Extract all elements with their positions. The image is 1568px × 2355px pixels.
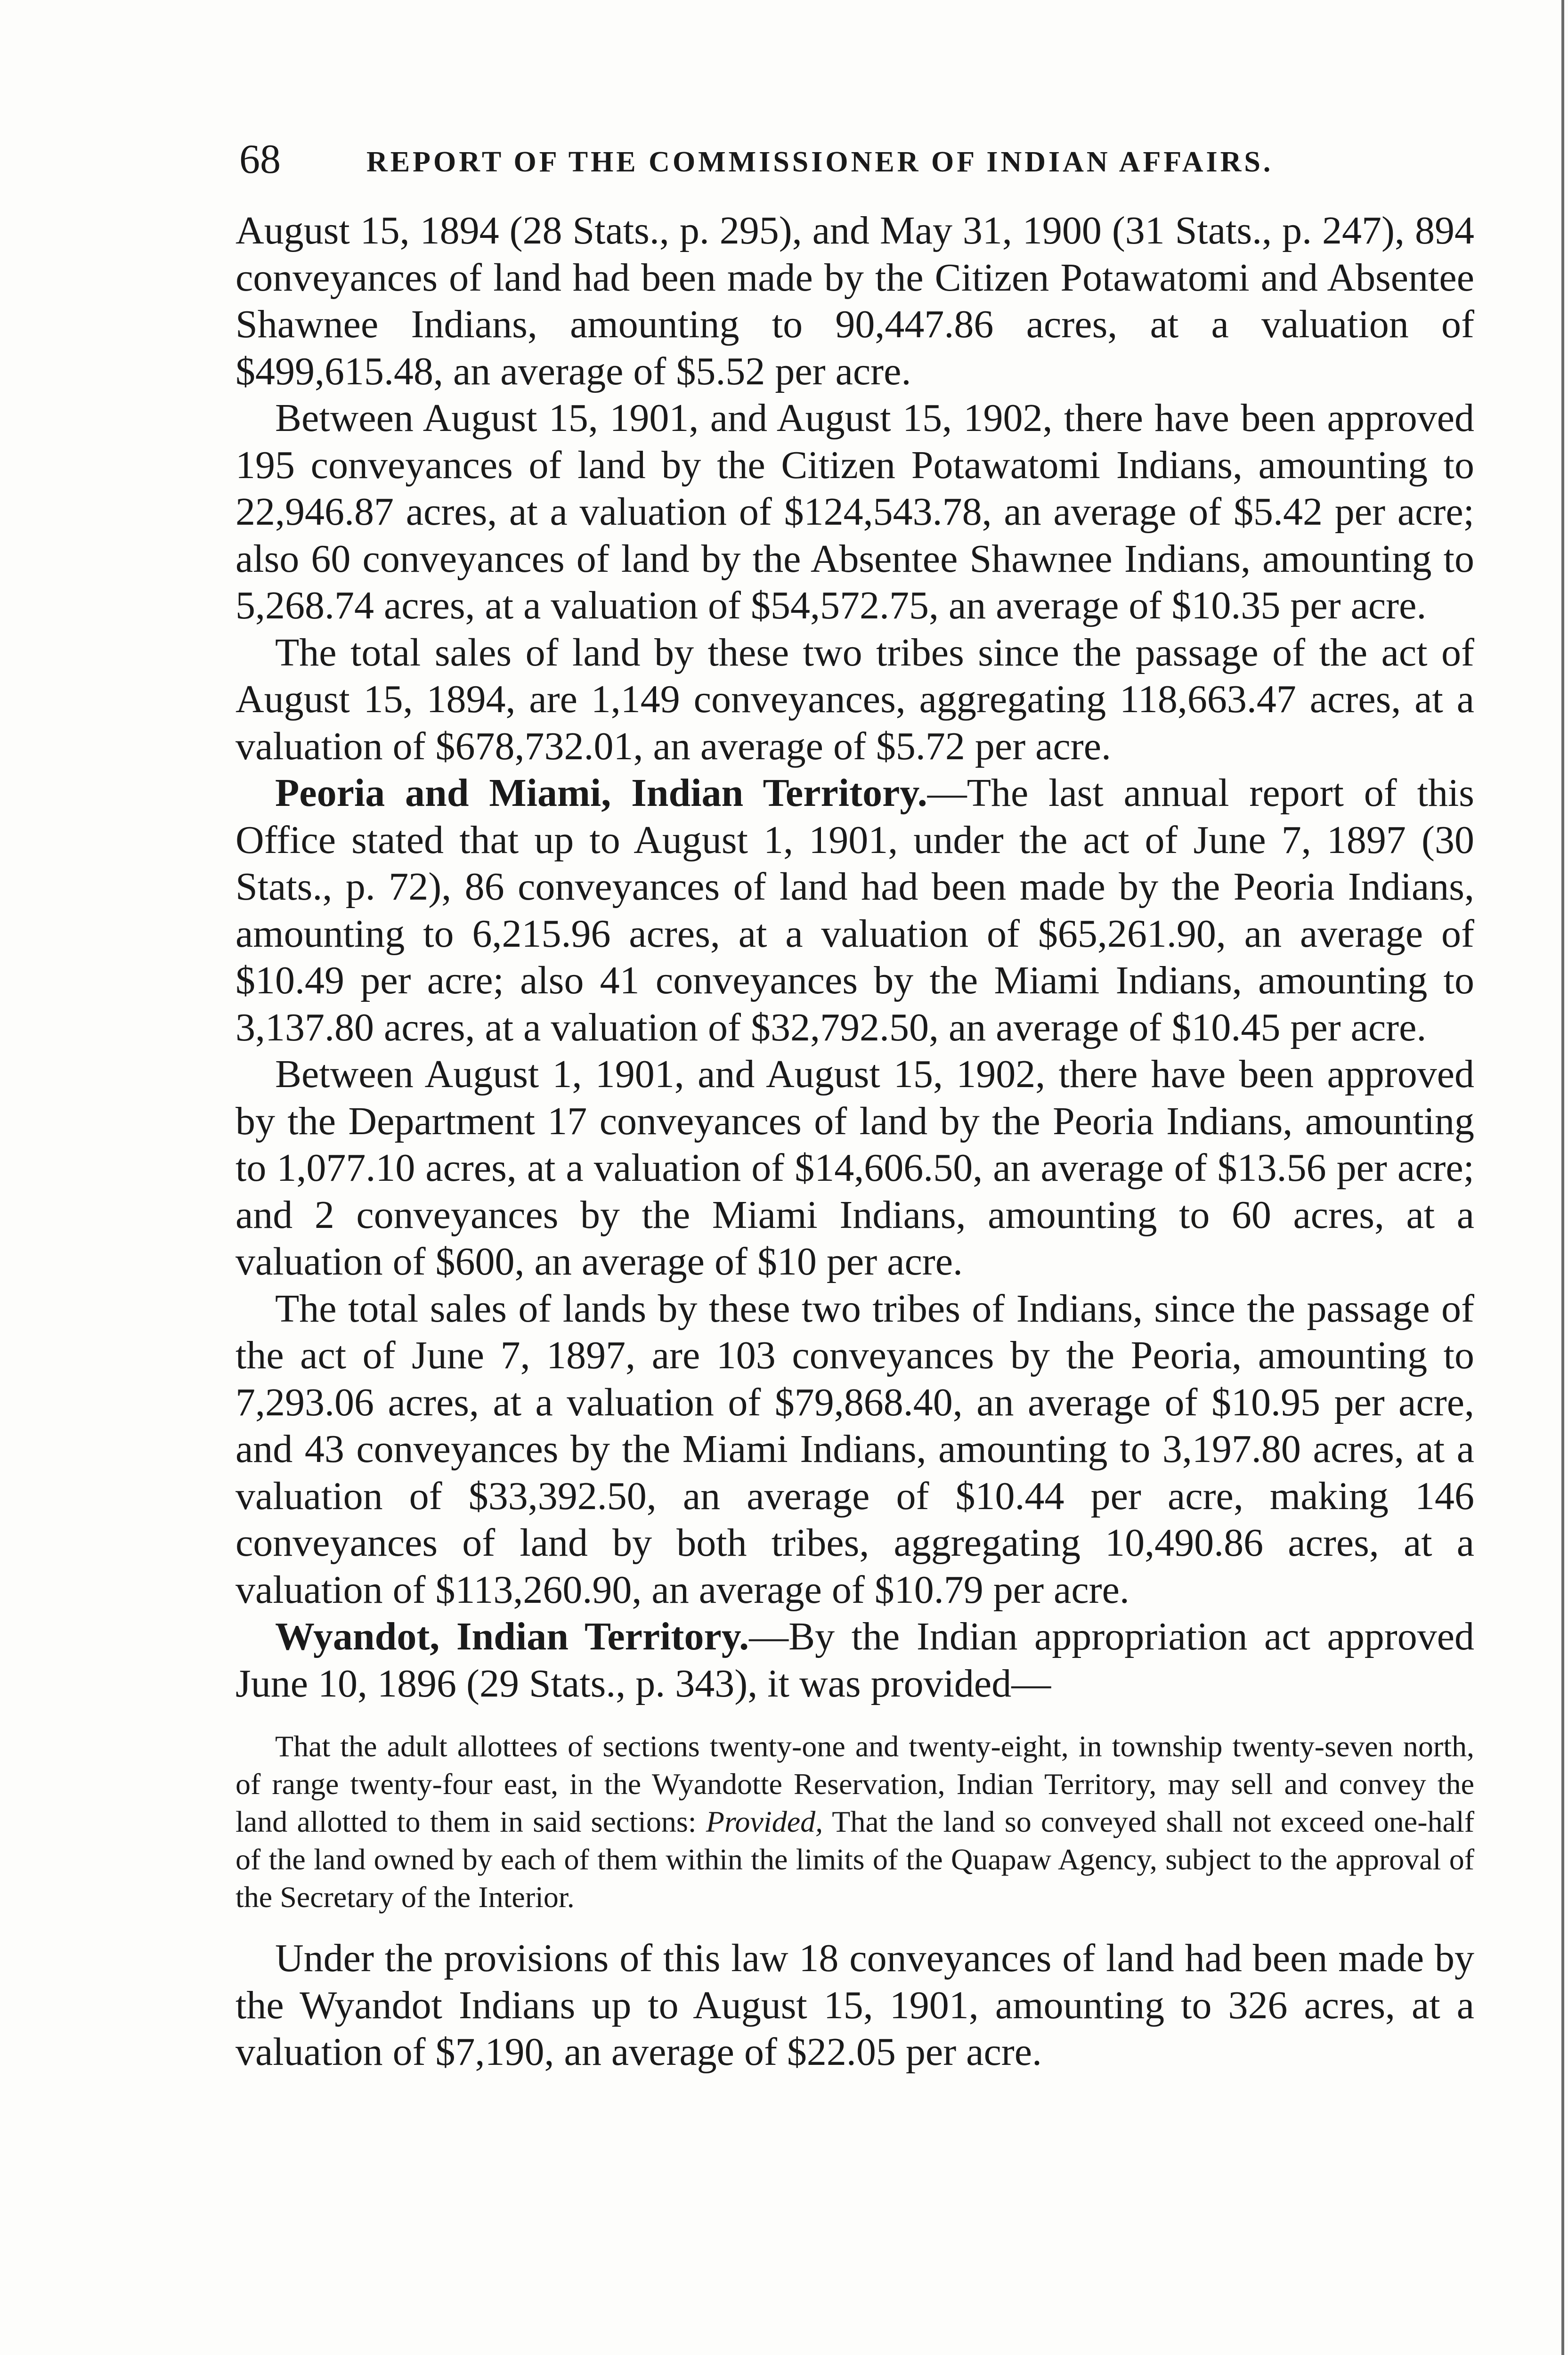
paragraph-peoria-total: The total sales of lands by these two tribes of Indians, since the passage of the act of June 7, 1897, are 103 conveyances by the Peoria, amounting to 7,293.06 acres, at a valuation of $79,868.40, an average of $10.95 per acre, and 43 conveyances by the Miami Indians, amounting to 3,197.80 acres, at a valuation of $33,392.50, an average of $10.44 per acre, making 146 conveyances of land by both tribes, aggregating 10,490.86 acres, at a valuation of $113,260.90, an average of $10.79 per acre. <box>236 1286 1474 1612</box>
paragraph-wyandot <box>236 1613 1474 1707</box>
page-body <box>236 207 1474 2076</box>
wyandot-text: —By the Indian appropriation act approved June 10, 1896 (29 Stats., p. 343), it was provided— <box>236 1615 1474 1705</box>
quote-provided: Provided, <box>706 1805 823 1838</box>
quote-text-part1: That the adult allottees of sections twenty-one and twenty-eight, in township twenty-seven north, of range twenty-four east, in the Wyandotte Reservation, Indian Territory, may sell and convey the land allotted to them in said sections: <box>236 1730 1474 1838</box>
page-header <box>239 134 1389 186</box>
peoria-text: —The last annual report of this Office stated that up to August 1, 1901, under the act of June 7, 1897 (30 Stats., p. 72), 86 conveyances of land had been made by the Peoria Indians, amounting to 6,215.96 acres, at a valuation of $65,261.90, an average of $10.49 per acre; also 41 conveyances by the Miami Indians, amounting to 3,137.80 acres, at a valuation of $32,792.50, an average of $10.45 per acre. <box>236 771 1474 1049</box>
paragraph-peoria-miami <box>236 770 1474 1051</box>
block-quote-statute <box>236 1728 1474 1916</box>
paragraph-continued: August 15, 1894 (28 Stats., p. 295), and May 31, 1900 (31 Stats., p. 247), 894 conveyances of land had been made by the Citizen Potawatomi and Absentee Shawnee Indians, amounting to 90,447.86 acres, at a valuation of $499,615.48, an average of $5.52 per acre. <box>236 209 1474 393</box>
paragraph-wyandot-closing: Under the provisions of this law 18 conveyances of land had been made by the Wyandot Indians up to August 15, 1901, amounting to 326 acres, at a valuation of $7,190, an average of $22.05 per acre. <box>236 1936 1474 2074</box>
paragraph-peoria-approved: Between August 1, 1901, and August 15, 1902, there have been approved by the Department 17 conveyances of land by the Peoria Indians, amounting to 1,077.10 acres, at a valuation of $14,606.50, an average of $13.56 per acre; and 2 conveyances by the Miami Indians, amounting to 60 acres, at a valuation of $600, an average of $10 per acre. <box>236 1052 1474 1283</box>
running-head: REPORT OF THE COMMISSIONER OF INDIAN AFFAIRS. <box>366 146 1274 178</box>
paragraph-total-sales: The total sales of land by these two tribes since the passage of the act of August 15, 1894, are 1,149 conveyances, aggregating 118,663.47 acres, at a valuation of $678,732.01, an average of $5.72 per acre. <box>236 630 1474 768</box>
paragraph-approved-conveyances: Between August 15, 1901, and August 15, 1902, there have been approved 195 conveyances of land by the Citizen Potawatomi Indians, amounting to 22,946.87 acres, at a valuation of $124,543.78, an average of $5.42 per acre; also 60 conveyances of land by the Absentee Shawnee Indians, amounting to 5,268.74 acres, at a valuation of $54,572.75, an average of $10.35 per acre. <box>236 396 1474 627</box>
quote-text-part2: That the land so conveyed shall not exceed one-half of the land owned by each of them within the limits of the Quapaw Agency, subject to the approval of the Secretary of the Interior. <box>236 1805 1475 1914</box>
page-number: 68 <box>239 137 281 182</box>
section-heading-peoria-miami: Peoria and Miami, Indian Territory. <box>275 771 927 815</box>
section-heading-wyandot: Wyandot, Indian Territory. <box>275 1615 749 1658</box>
page-edge-line <box>1561 0 1564 2355</box>
